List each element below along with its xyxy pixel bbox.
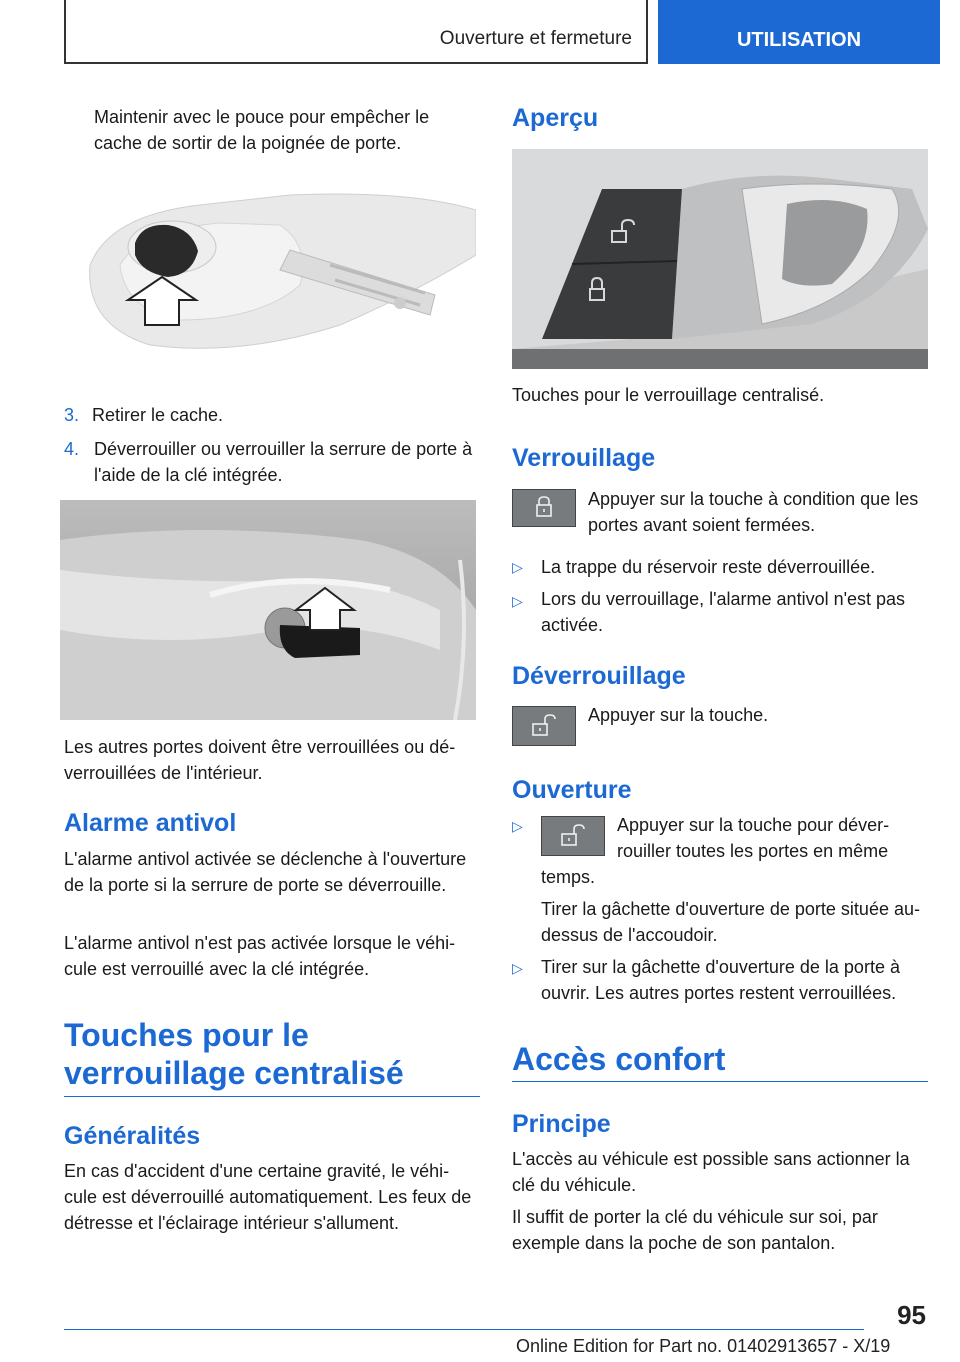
acces-confort-title: Accès confort <box>512 1041 726 1077</box>
step-3-text: Retirer le cache. <box>92 405 224 425</box>
lock-button-icon <box>512 489 576 527</box>
step-3-number: 3. <box>64 405 80 425</box>
lock-closed-icon <box>513 490 575 526</box>
verrouillage-bullet-2: Lors du verrouillage, l'alarme antivol n'est pas activée. <box>541 589 906 635</box>
alarm-paragraph-2: L'alarme antivol n'est pas activée lorsque le véhicule est verrouillé avec la clé intégrée. <box>64 933 456 979</box>
header-chapter-tab: UTILISATION <box>658 0 940 64</box>
verrouillage-title: Verrouillage <box>512 444 656 472</box>
footer-rule <box>64 1329 864 1330</box>
ouverture-title: Ouverture <box>512 776 632 804</box>
page-number: 95 <box>897 1300 926 1330</box>
step-4 <box>64 436 476 488</box>
ouverture-bullet-1a: Appuyer sur la touche pour déverrouiller toutes les portes en même <box>617 815 890 861</box>
principe-paragraph-1: L'accès au véhicule est possible sans actionner la clé du véhicule. <box>512 1149 910 1195</box>
lock-open-icon <box>513 707 575 745</box>
alarm-paragraph-1: L'alarme antivol activée se déclenche à l'ouverture de la porte si la serrure de porte se déverrouille. <box>64 849 467 895</box>
header-section-title: Ouverture et fermeture <box>439 28 632 49</box>
step-4-text: Déverrouiller ou verrouiller la serrure de porte à l'aide de la clé intégrée. <box>94 439 473 485</box>
key-in-lock-image <box>60 500 476 720</box>
unlock-button-icon <box>512 706 576 746</box>
header-box <box>64 0 648 64</box>
other-doors-text: Les autres portes doivent être verrouillées ou déverrouillées de l'intérieur. <box>64 737 456 783</box>
verrouillage-bullet-1: La trappe du réservoir reste déverrouillée. <box>541 557 876 577</box>
principe-title: Principe <box>512 1110 611 1138</box>
step-3 <box>64 402 476 428</box>
verrouillage-text: Appuyer sur la touche à condition que les portes avant soient fermées. <box>588 489 919 535</box>
unlock-button-icon-2 <box>541 816 605 856</box>
alarm-title: Alarme antivol <box>64 809 237 837</box>
step-4-number: 4. <box>64 439 80 459</box>
generalites-title: Généralités <box>64 1122 201 1150</box>
touches-section-title: Touches pour le verrouillage centralisé <box>64 1017 404 1091</box>
lock-open-icon <box>542 817 604 855</box>
triangle-right-icon: ▷ <box>512 559 523 575</box>
apercu-caption: Touches pour le verrouillage centralisé. <box>512 385 825 405</box>
apercu-title: Aperçu <box>512 104 599 132</box>
door-handle-cover-image <box>80 185 476 355</box>
triangle-right-icon: ▷ <box>512 818 523 834</box>
ouverture-bullet-1c: Tirer la gâchette d'ouverture de porte située au-dessus de l'accoudoir. <box>541 899 920 945</box>
central-locking-buttons-image <box>512 149 928 369</box>
generalites-text: En cas d'accident d'une certaine gravité, le véhicule est déverrouillé automatiquement. Les feux de détresse et l'éclairage intérieur s'allument. <box>64 1161 472 1233</box>
footer-edition: Online Edition for Part no. 01402913657 - X/19 <box>516 1336 891 1356</box>
triangle-right-icon: ▷ <box>512 960 523 976</box>
ouverture-bullet-2: Tirer sur la gâchette d'ouverture de la porte à ouvrir. Les autres portes restent verrouillées. <box>541 957 900 1003</box>
triangle-right-icon: ▷ <box>512 593 523 609</box>
intro-text: Maintenir avec le pouce pour empêcher le cache de sortir de la poignée de porte. <box>94 107 430 153</box>
section-rule-left <box>64 1096 480 1097</box>
deverrouillage-text: Appuyer sur la touche. <box>588 705 769 725</box>
section-rule-right <box>512 1081 928 1082</box>
ouverture-bullet-1b: temps. <box>541 867 596 887</box>
principe-paragraph-2: Il suffit de porter la clé du véhicule sur soi, par exemple dans la poche de son pantalon. <box>512 1207 878 1253</box>
deverrouillage-title: Déverrouillage <box>512 662 686 690</box>
